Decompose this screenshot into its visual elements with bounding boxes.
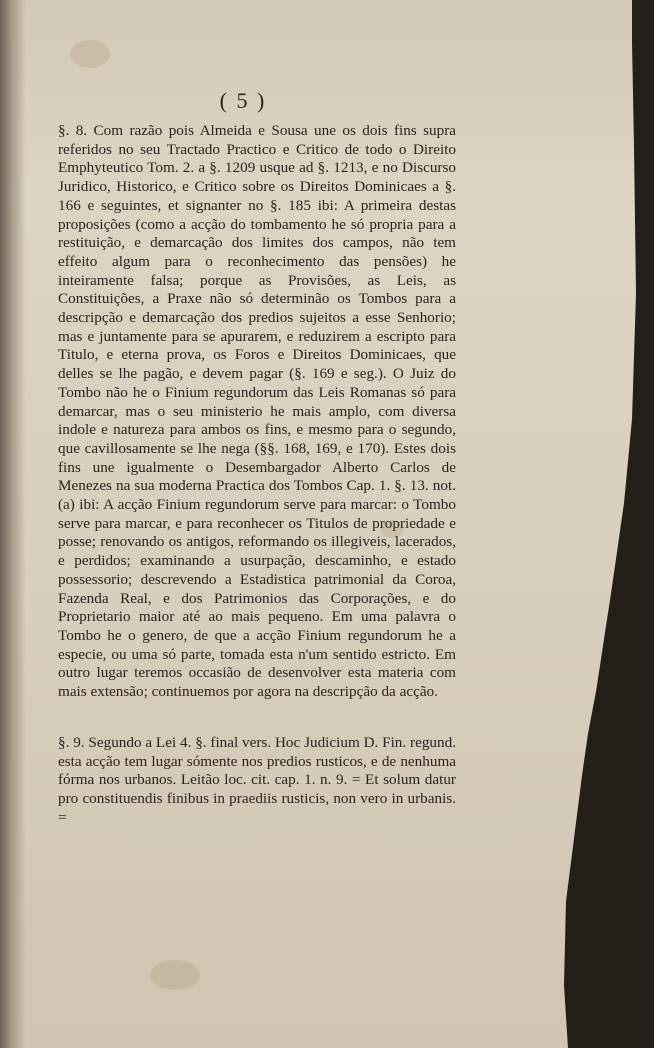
paragraph-section-8: §. 8. Com razão pois Almeida e Sousa une os dois fins supra referidos no seu Tractado Practico e Critico de todo o Direito Emphyteutico Tom. 2. a §. 1209 usque ad §. 1213, e no Discurso Juridico, Historico, e Critico sobre os Direitos Dominicaes a §. 166 e seguintes, et signanter no §. 185 ibi: A primeira destas proposições (como a acção do tombamento he só propria para a restituição, e demarcação dos limites dos campos, não tem effeito algum para o reconhecimento das pensões) he inteiramente falsa; porque as Provisões, as Leis, as Constituições, a Praxe não só determinão os Tombos para a descripção e demarcação dos predios sujeitos a esse Senhorio; mas e juntamente para se apurarem, e reduzirem a escripto para Titulo, e eterna prova, os Foros e Direitos Dominicaes, que delles se lhe pagão, e devem pagar (§. 169 e seg.). O Juiz do Tombo não he o Finium regundorum das Leis Romanas só para demarcar, mas o seu ministerio he mais amplo, com diversa indole e natureza para ambos os fins, e mesmo para o segundo, que cavillosamente se lhe nega (§§. 168, 169, e 170). Estes dois fins une igualmente o Desembargador Alberto Carlos de Menezes na sua moderna Practica dos Tombos Cap. 1. §. 13. not. (a) ibi: A acção Finium regundorum serve para marcar: o Tombo serve para marcar, e para reconhecer os Titulos de propriedade e posse; renovando os antigos, reformando os illegiveis, lacerados, e perdidos; examinando a usurpação, descaminho, e estado possessorio; descrevendo a Estadistica patrimonial da Coroa, Fazenda Real, e dos Patrimonios das Corporações, e do Proprietario maior até ao mais pequeno. Em uma palavra o Tombo he o genero, de que a acção Finium regundorum he a especie, ou uma só parte, tomada esta n'um sentido estricto. Em outro lugar teremos occasião de desenvolver esta materia com mais extensão; continuemos por agora na descripção da acção. <box>58 122 456 701</box>
body-text <box>58 122 456 827</box>
foxing-stain <box>150 960 200 990</box>
page-number: ( 5 ) <box>219 88 267 113</box>
paragraph-section-9: §. 9. Segundo a Lei 4. §. final vers. Hoc Judicium D. Fin. regund. esta acção tem lugar sómente nos predios rusticos, e de nenhuma fórma nos urbanos. Leitão loc. cit. cap. 1. n. 9. = Et solum datur pro constituendis finibus in praediis rusticis, non vero in urbanis. = <box>58 733 456 826</box>
foxing-stain <box>70 40 110 68</box>
binding-shadow <box>0 0 26 1048</box>
